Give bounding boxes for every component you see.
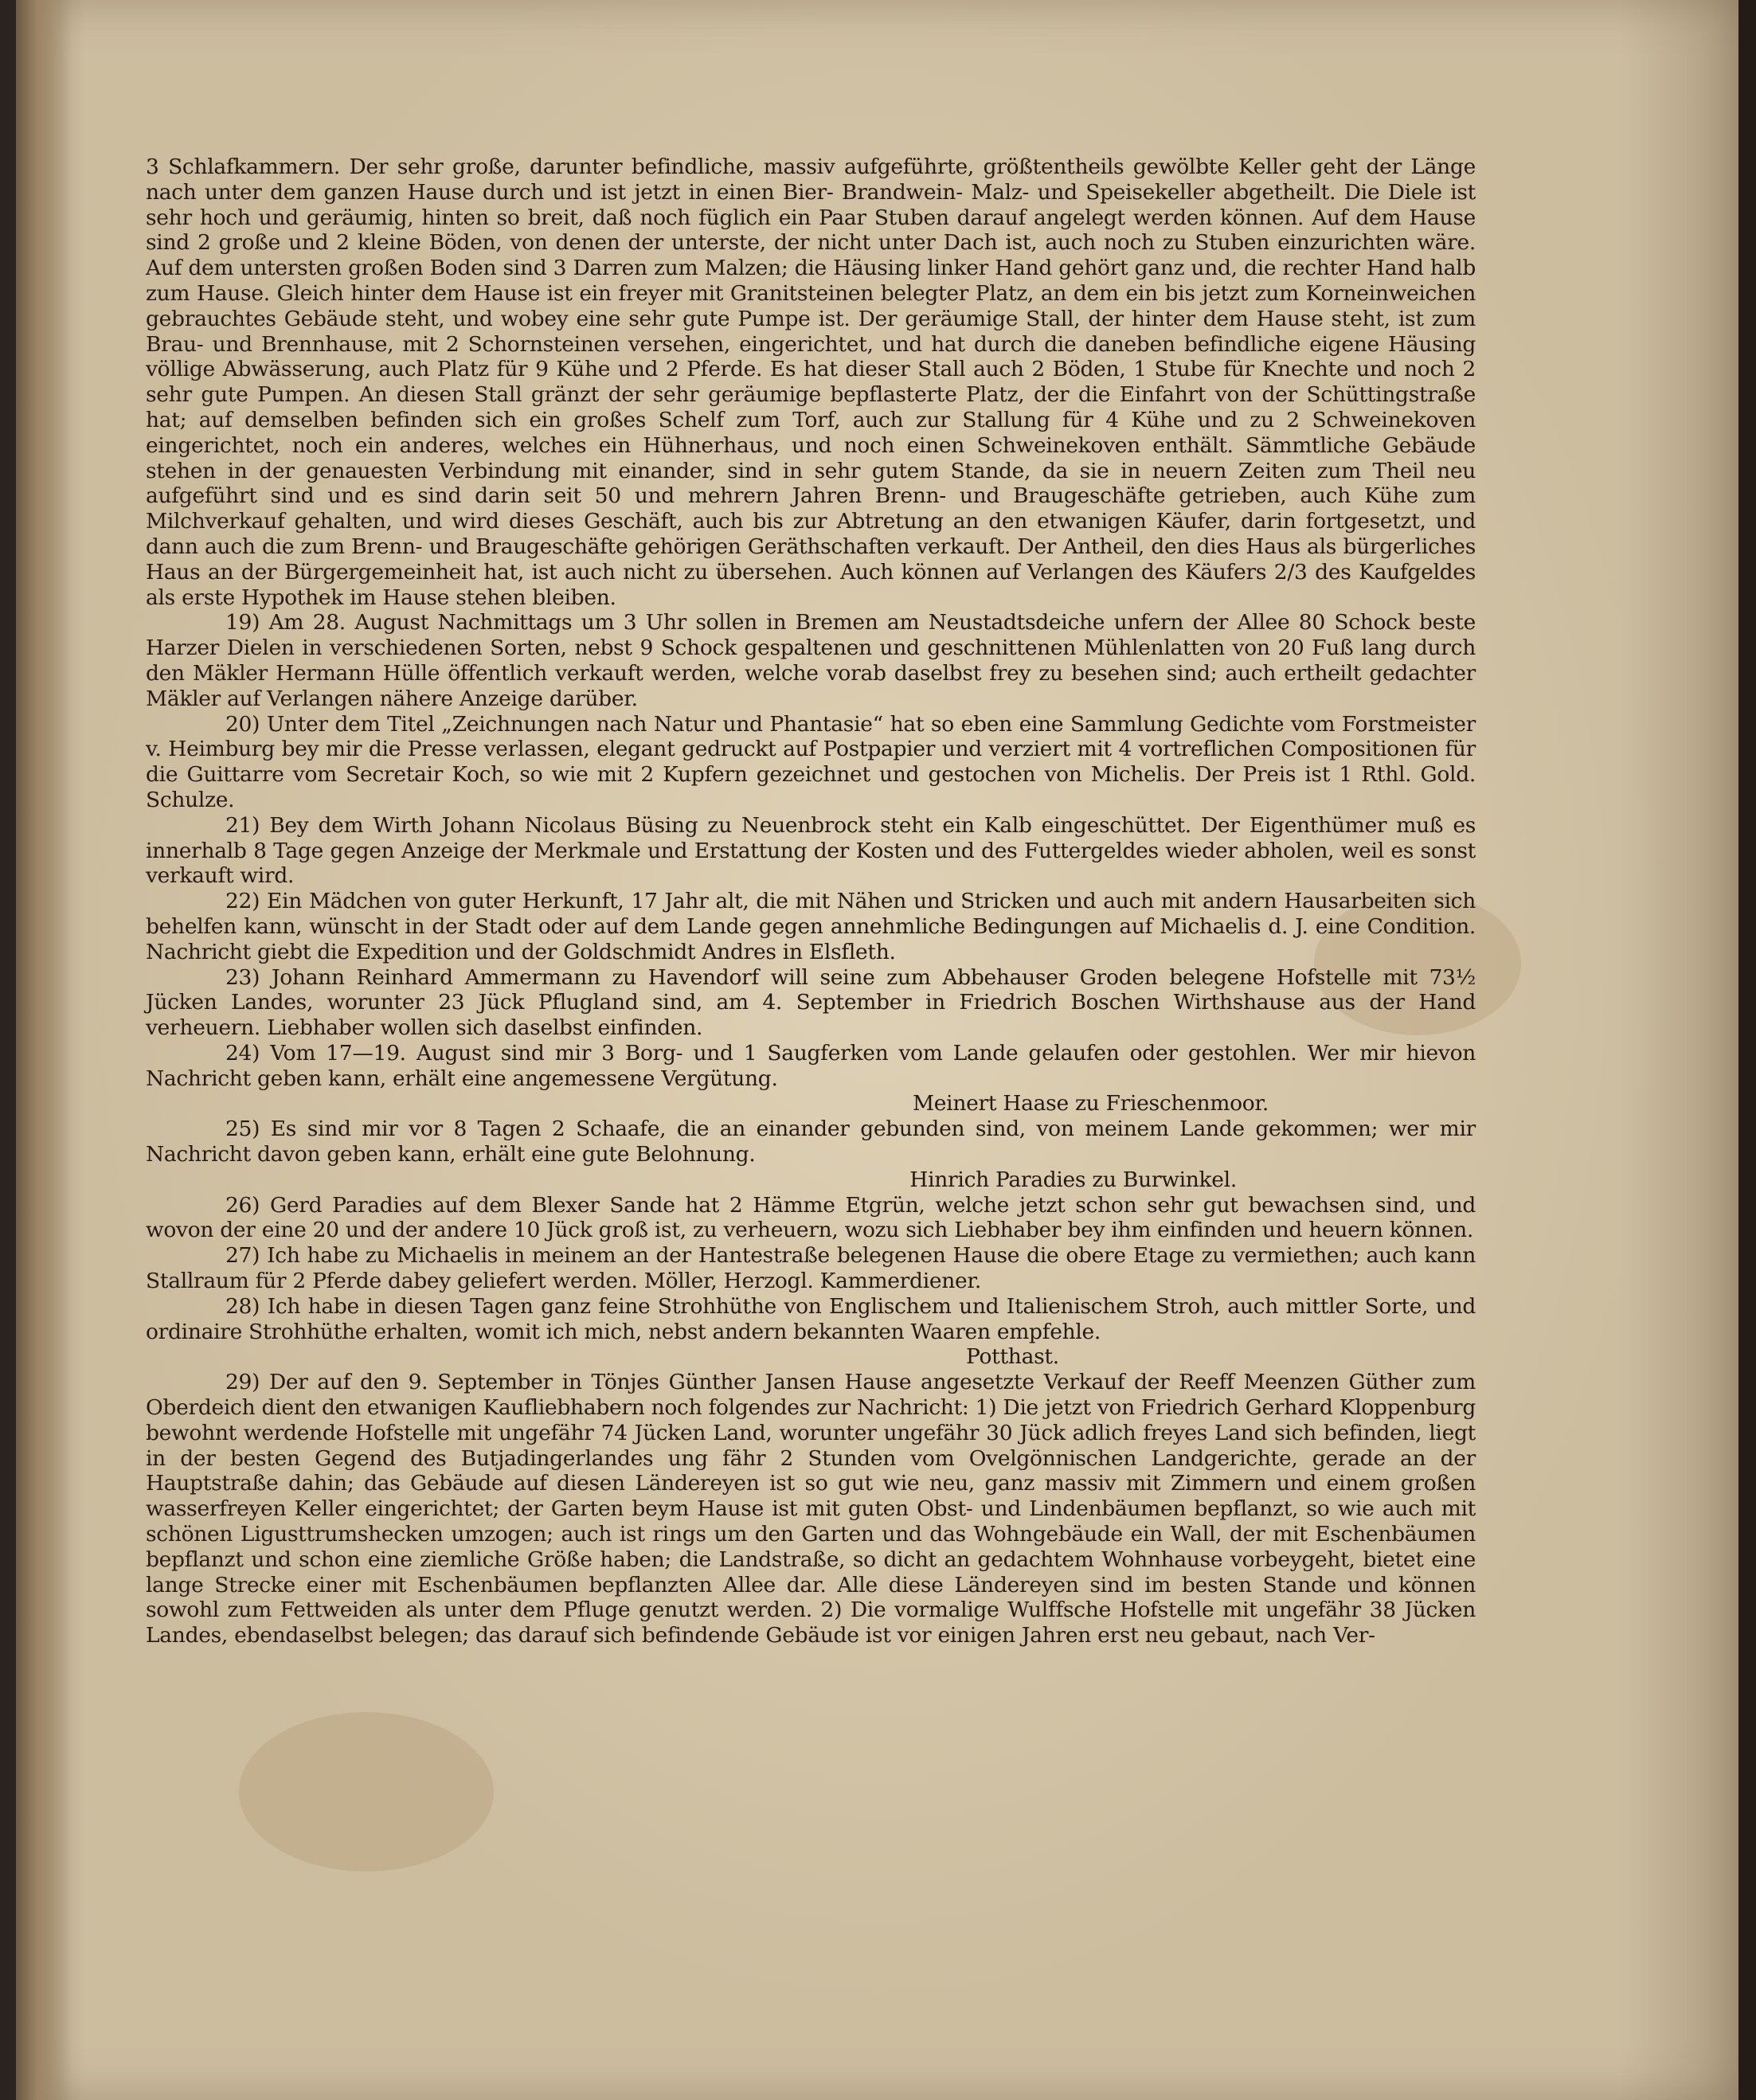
notice-22: 22) Ein Mädchen von guter Herkunft, 17 Jahr alt, die mit Nähen und Stricken und auch mit andern Hausarbeiten sich behelfen kann, wünscht in der Stadt oder auf dem Lande gegen annehmliche Bedingungen auf Michaelis d. J. eine Condition. Nachricht giebt die Expedition und der Goldschmidt Andres in Elsfleth. [146, 889, 1476, 964]
notice-23: 23) Johann Reinhard Ammermann zu Havendorf will seine zum Abbehauser Groden belegene Hofstelle mit 73½ Jücken Landes, worunter 23 Jück Pflugland sind, am 4. September in Friedrich Boschen Wirthshause aus der Hand verheuern. Liebhaber wollen sich daselbst einfinden. [146, 964, 1476, 1041]
notice-26: 26) Gerd Paradies auf dem Blexer Sande hat 2 Hämme Etgrün, welche jetzt schon sehr gut bewachsen sind, und wovon der eine 20 und der andere 10 Jück groß ist, zu verheuern, wozu sich Liebhaber bey ihm einfinden und heuern können. [146, 1192, 1476, 1243]
binding-gutter [16, 0, 72, 2100]
document-body [146, 154, 1476, 1648]
notice-19: 19) Am 28. August Nachmittags um 3 Uhr sollen in Bremen am Neustadtsdeiche unfern der Allee 80 Schock beste Harzer Dielen in verschiedenen Sorten, nebst 9 Schock gespaltenen und geschnittenen Mühlenlatten von 20 Fuß lang durch den Mäkler Hermann Hülle öffentlich verkauft werden, welche vorab daselbst frey zu besehen sind; auch ertheilt gedachter Mäkler auf Verlangen nähere Anzeige darüber. [146, 610, 1476, 711]
notice-28: 28) Ich habe in diesen Tagen ganz feine Strohhüthe von Englischem und Italienischem Stroh, auch mittler Sorte, und ordinaire Strohhüthe erhalten, womit ich mich, nebst andern bekannten Waaren empfehle. [146, 1293, 1476, 1344]
notice-20: 20) Unter dem Titel „Zeichnungen nach Natur und Phantasie“ hat so eben eine Sammlung Gedichte vom Forstmeister v. Heimburg bey mir die Presse verlassen, elegant gedruckt auf Postpapier und verziert mit 4 vortreflichen Compositionen für die Guittarre vom Secretair Koch, so wie mit 2 Kupfern gezeichnet und gestochen von Michelis. Der Preis ist 1 Rthl. Gold. Schulze. [146, 711, 1476, 812]
signature-haase: Meinert Haase zu Frieschenmoor. [912, 1091, 1269, 1116]
scan-background-edge [1738, 0, 1756, 2100]
notice-27: 27) Ich habe zu Michaelis in meinem an der Hantestraße belegenen Hause die obere Etage zu vermiethen; auch kann Stallraum für 2 Pferde dabey geliefert werden. Möller, Herzogl. Kammerdiener. [146, 1243, 1476, 1294]
notice-24: 24) Vom 17—19. August sind mir 3 Borg- und 1 Saugferken vom Lande gelaufen oder gestohlen. Wer mir hievon Nachricht geben kann, erhält eine angemessene Vergütung. [146, 1040, 1476, 1091]
paragraph-continued: 3 Schlafkammern. Der sehr große, darunter befindliche, massiv aufgeführte, größtentheils gewölbte Keller geht der Länge nach unter dem ganzen Hause durch und ist jetzt in einen Bier- Brandwein- Malz- und Speisekeller abgetheilt. Die Diele ist sehr hoch und geräumig, hinten so breit, daß noch füglich ein Paar Stuben darauf angelegt werden können. Auf dem Hause sind 2 große und 2 kleine Böden, von denen der unterste, der nicht unter Dach ist, auch noch zu Stuben einzurichten wäre. Auf dem untersten großen Boden sind 3 Darren zum Malzen; die Häusing linker Hand gehört ganz und, die rechter Hand halb zum Hause. Gleich hinter dem Hause ist ein freyer mit Granitsteinen belegter Platz, an dem ein bis jetzt zum Korneinweichen gebrauchtes Gebäude steht, und wobey eine sehr gute Pumpe ist. Der geräumige Stall, der hinter dem Hause steht, ist zum Brau- und Brennhause, mit 2 Schornsteinen versehen, eingerichtet, und hat durch die daneben befindliche eigene Häusing völlige Abwässerung, auch Platz für 9 Kühe und 2 Pferde. Es hat dieser Stall auch 2 Böden, 1 Stube für Knechte und noch 2 sehr gute Pumpen. An diesen Stall gränzt der sehr geräumige bepflasterte Platz, der die Einfahrt von der Schüttingstraße hat; auf demselben befinden sich ein großes Schelf zum Torf, auch zur Stallung für 4 Kühe und zu 2 Schweinekoven eingerichtet, noch ein anderes, welches ein Hühnerhaus, und noch einen Schweinekoven enthält. Sämmtliche Gebäude stehen in der genauesten Verbindung mit einander, sind in sehr gutem Stande, da sie in neuern Zeiten zum Theil neu aufgeführt sind und es sind darin seit 50 und mehrern Jahren Brenn- und Braugeschäfte getrieben, auch Kühe zum Milchverkauf gehalten, und wird dieses Geschäft, auch bis zur Abtretung an den etwanigen Käufer, darin fortgesetzt, und dann auch die zum Brenn- und Braugeschäfte gehörigen Geräthschaften verkauft. Der Antheil, den dies Haus als bürgerliches Haus an der Bürgergemeinheit hat, ist auch nicht zu übersehen. Auch können auf Verlangen des Käufers 2/3 des Kaufgeldes als erste Hypothek im Hause stehen bleiben. [146, 154, 1476, 610]
paper-stain [239, 1712, 494, 1871]
notice-29: 29) Der auf den 9. September in Tönjes Günther Jansen Hause angesetzte Verkauf der Reeff Meenzen Güther zum Oberdeich dient den etwanigen Kaufliebhabern noch folgendes zur Nachricht: 1) Die jetzt von Friedrich Gerhard Kloppenburg bewohnt werdende Hofstelle mit ungefähr 74 Jücken Land, worunter ungefähr 30 Jück adlich freyes Land sich befinden, liegt in der besten Gegend des Butjadingerlandes ung fähr 2 Stunden vom Ovelgönnischen Landgerichte, gerade an der Hauptstraße dahin; das Gebäude auf diesen Ländereyen ist so gut wie neu, ganz massiv mit Zimmern und einem großen wasserfreyen Keller eingerichtet; der Garten beym Hause ist mit guten Obst- und Lindenbäumen bepflanzt, so wie auch mit schönen Ligusttrumshecken umzogen; auch ist rings um den Garten und das Wohngebäude ein Wall, der mit Eschenbäumen bepflanzt und schon eine ziemliche Größe haben; die Landstraße, so dicht an gedachtem Wohnhause vorbeygeht, bietet eine lange Strecke einer mit Eschenbäumen bepflanzten Allee dar. Alle diese Ländereyen sind im besten Stande und können sowohl zum Fettweiden als unter dem Pfluge genutzt werden. 2) Die vormalige Wulffsche Hofstelle mit ungefähr 38 Jücken Landes, ebendaselbst belegen; das darauf sich befindende Gebäude ist vor einigen Jahren erst neu gebaut, nach Ver- [146, 1370, 1476, 1648]
signature-potthast: Potthast. [966, 1344, 1059, 1370]
notice-21: 21) Bey dem Wirth Johann Nicolaus Büsing zu Neuenbrock steht ein Kalb eingeschüttet. Der Eigenthümer muß es innerhalb 8 Tage gegen Anzeige der Merkmale und Erstattung der Kosten und des Futtergeldes wieder abholen, weil es sonst verkauft wird. [146, 812, 1476, 889]
notice-25: 25) Es sind mir vor 8 Tagen 2 Schaafe, die an einander gebunden sind, von meinem Lande gekommen; wer mir Nachricht davon geben kann, erhält eine gute Belohnung. [146, 1116, 1476, 1167]
signature-paradies: Hinrich Paradies zu Burwinkel. [909, 1167, 1237, 1192]
